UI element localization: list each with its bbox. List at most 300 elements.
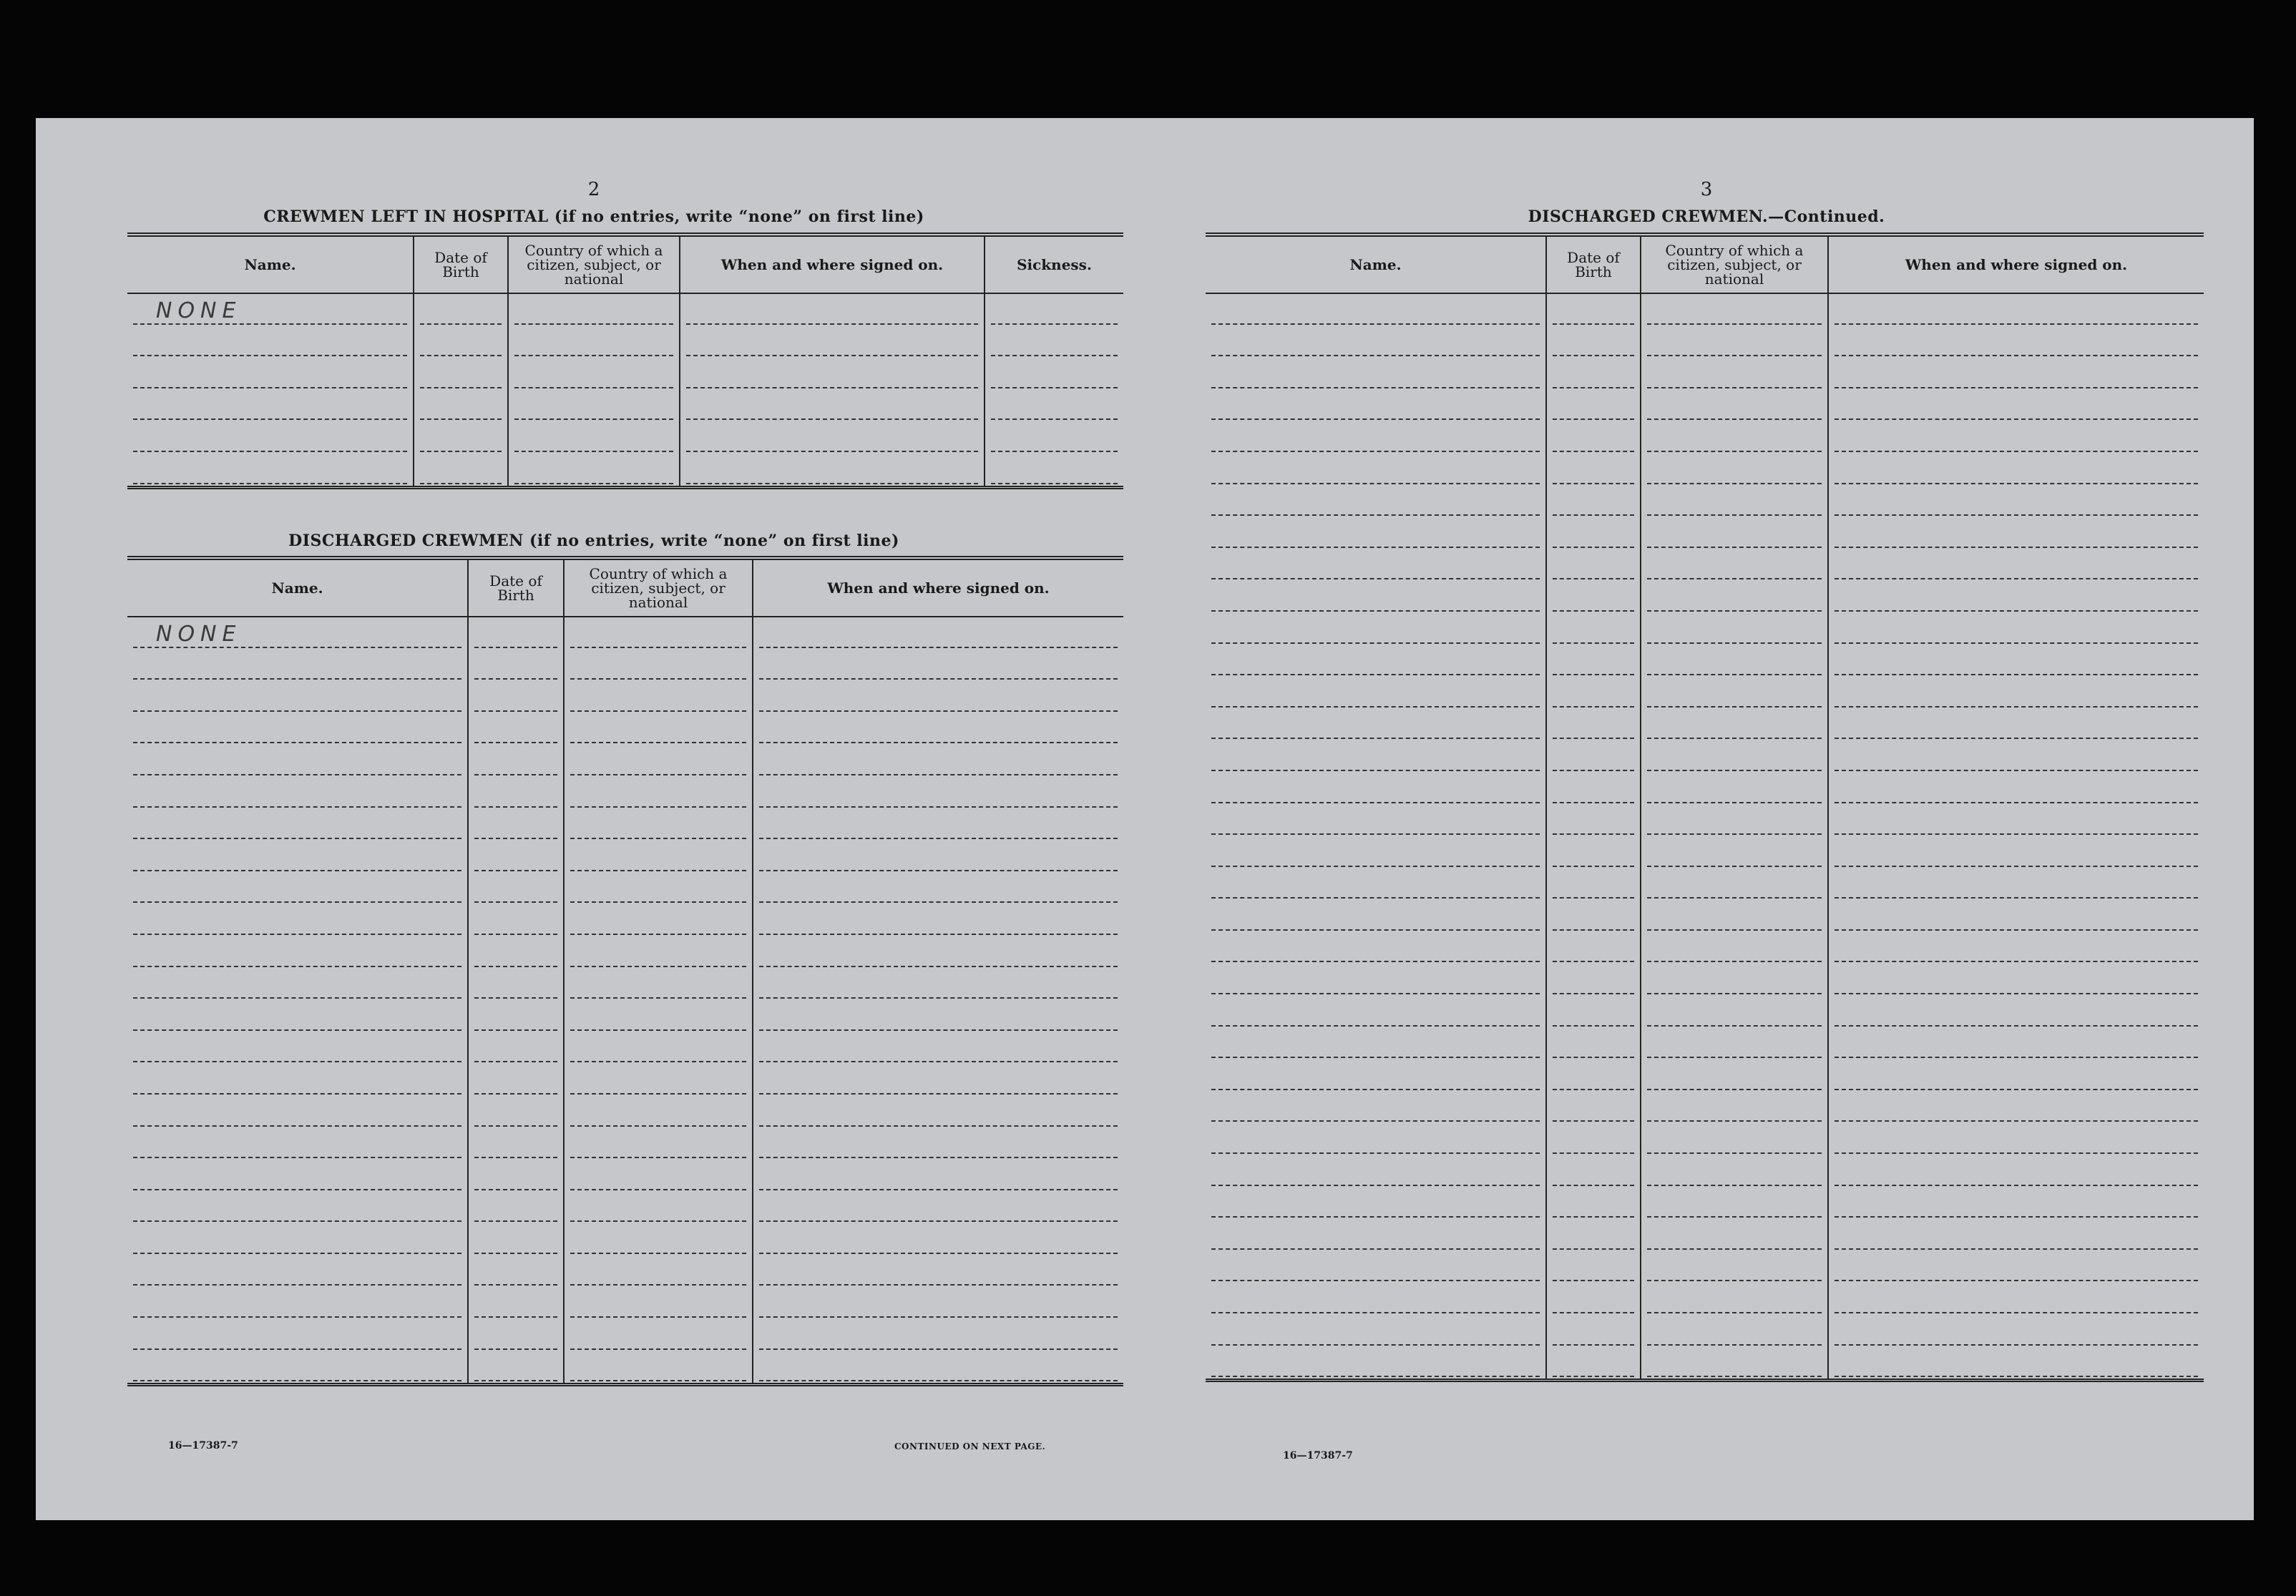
table-row [127,745,1123,777]
column-header-country: Country of which a citizen, subject, or national [564,558,753,617]
table-row [127,1223,1123,1255]
name-cell[interactable] [127,421,414,454]
hospital-section-title: CREWMEN LEFT IN HOSPITAL (if no entries, write “none” on first line) [263,207,924,226]
country-cell[interactable] [1641,358,1828,390]
column-header-signed-on: When and where signed on. [753,558,1123,617]
date-cell[interactable] [1546,836,1641,868]
signed-on-cell[interactable] [1828,1315,2204,1347]
country-cell[interactable] [1641,677,1828,709]
country-cell[interactable] [1641,1251,1828,1283]
date-cell[interactable] [1546,454,1641,486]
country-cell[interactable] [1641,1283,1828,1315]
country-cell[interactable] [1641,1315,1828,1347]
name-cell[interactable] [127,293,414,326]
date-cell[interactable] [1546,1123,1641,1155]
date-cell[interactable] [1546,390,1641,422]
signed-on-cell[interactable] [1828,1155,2204,1188]
signed-on-cell[interactable] [1828,1028,2204,1060]
country-cell[interactable] [1641,581,1828,613]
date-cell[interactable] [1546,613,1641,645]
table-row [1206,1315,2204,1347]
signed-on-cell[interactable] [1828,1251,2204,1283]
country-cell[interactable] [1641,1123,1828,1155]
country-cell[interactable] [564,1223,753,1255]
sickness-cell[interactable] [985,454,1123,487]
name-cell[interactable] [1206,517,1546,549]
name-cell[interactable] [127,1223,468,1255]
name-cell[interactable] [1206,613,1546,645]
signed-on-cell[interactable] [753,1064,1123,1096]
table-row [127,1096,1123,1128]
country-cell[interactable] [564,873,753,905]
signed-on-cell[interactable] [1828,1219,2204,1251]
country-cell[interactable] [564,1160,753,1192]
date-cell[interactable] [414,390,508,422]
name-cell[interactable] [127,1319,468,1351]
signed-on-cell[interactable] [680,454,985,487]
date-cell[interactable] [414,358,508,390]
date-cell[interactable] [468,1192,564,1224]
date-cell[interactable] [1546,740,1641,773]
name-cell[interactable] [1206,868,1546,901]
signed-on-cell[interactable] [1828,454,2204,486]
date-cell[interactable] [468,1223,564,1255]
name-cell[interactable] [127,454,414,487]
country-cell[interactable] [564,1287,753,1319]
signed-on-cell[interactable] [680,293,985,326]
name-cell[interactable] [1206,1188,1546,1220]
country-cell[interactable] [564,1128,753,1160]
sickness-cell[interactable] [985,358,1123,390]
name-cell[interactable] [1206,454,1546,486]
country-cell[interactable] [564,650,753,682]
country-cell[interactable] [1641,1092,1828,1124]
country-cell[interactable] [1641,645,1828,677]
table-row [1206,645,2204,677]
country-cell[interactable] [1641,868,1828,901]
name-cell[interactable] [1206,1059,1546,1092]
sickness-cell[interactable] [985,390,1123,422]
signed-on-cell[interactable] [753,1287,1123,1319]
country-cell[interactable] [1641,486,1828,518]
name-cell[interactable] [1206,1283,1546,1315]
table-row [127,454,1123,487]
signed-on-cell[interactable] [1828,1347,2204,1381]
country-cell[interactable] [564,777,753,809]
country-cell[interactable] [1641,517,1828,549]
date-cell[interactable] [468,681,564,713]
country-cell[interactable] [564,1192,753,1224]
table-row [1206,581,2204,613]
date-cell[interactable] [1546,932,1641,964]
signed-on-cell[interactable] [1828,677,2204,709]
country-cell[interactable] [564,1000,753,1032]
country-cell[interactable] [1641,1347,1828,1381]
date-cell[interactable] [1546,1155,1641,1188]
signed-on-cell[interactable] [1828,549,2204,582]
date-cell[interactable] [1546,1251,1641,1283]
table-row [1206,1283,2204,1315]
name-cell[interactable] [127,969,468,1001]
date-cell[interactable] [468,1064,564,1096]
name-cell[interactable] [127,1096,468,1128]
name-cell[interactable] [127,1192,468,1224]
name-cell[interactable] [127,617,468,650]
country-cell[interactable] [1641,805,1828,837]
date-cell[interactable] [1546,645,1641,677]
table-row [1206,1059,2204,1092]
date-cell[interactable] [468,1351,564,1385]
name-cell[interactable] [1206,326,1546,358]
signed-on-cell[interactable] [753,1160,1123,1192]
signed-on-cell[interactable] [753,1192,1123,1224]
country-cell[interactable] [564,681,753,713]
signed-on-cell[interactable] [1828,293,2204,326]
name-cell[interactable] [1206,773,1546,805]
name-cell[interactable] [1206,677,1546,709]
name-cell[interactable] [1206,1251,1546,1283]
signed-on-cell[interactable] [680,326,985,358]
table-row [1206,326,2204,358]
name-cell[interactable] [127,713,468,745]
table-row [127,1192,1123,1224]
name-cell[interactable] [127,1160,468,1192]
signed-on-cell[interactable] [1828,645,2204,677]
name-cell[interactable] [1206,293,1546,326]
name-cell[interactable] [127,936,468,969]
sickness-cell[interactable] [985,326,1123,358]
signed-on-cell[interactable] [1828,964,2204,996]
country-cell[interactable] [1641,932,1828,964]
date-cell[interactable] [1546,900,1641,932]
country-cell[interactable] [564,713,753,745]
date-cell[interactable] [468,650,564,682]
name-cell[interactable] [1206,1092,1546,1124]
name-cell[interactable] [1206,836,1546,868]
signed-on-cell[interactable] [753,809,1123,841]
name-cell[interactable] [1206,421,1546,454]
signed-on-cell[interactable] [753,650,1123,682]
signed-on-cell[interactable] [1828,1059,2204,1092]
name-cell[interactable] [1206,358,1546,390]
name-cell[interactable] [1206,1123,1546,1155]
table-row [127,421,1123,454]
name-cell[interactable] [127,1287,468,1319]
country-cell[interactable] [1641,326,1828,358]
date-cell[interactable] [468,873,564,905]
table-row [127,1000,1123,1032]
name-cell[interactable] [1206,964,1546,996]
name-cell[interactable] [127,326,414,358]
date-cell[interactable] [468,904,564,936]
country-cell[interactable] [564,1064,753,1096]
country-cell[interactable] [1641,900,1828,932]
signed-on-cell[interactable] [1828,932,2204,964]
table-row [127,1255,1123,1288]
date-cell[interactable] [1546,868,1641,901]
name-cell[interactable] [127,1032,468,1064]
date-cell[interactable] [1546,549,1641,582]
name-cell[interactable] [1206,932,1546,964]
date-cell[interactable] [1546,293,1641,326]
continued-note: CONTINUED ON NEXT PAGE. [894,1441,1046,1451]
signed-on-cell[interactable] [753,1319,1123,1351]
date-cell[interactable] [468,1128,564,1160]
country-cell[interactable] [508,326,680,358]
signed-on-cell[interactable] [753,681,1123,713]
date-cell[interactable] [1546,1059,1641,1092]
country-cell[interactable] [564,841,753,873]
date-cell[interactable] [468,1287,564,1319]
table-row [1206,1251,2204,1283]
name-cell[interactable] [127,1064,468,1096]
country-cell[interactable] [1641,773,1828,805]
signed-on-cell[interactable] [753,1223,1123,1255]
column-header-name: Name. [127,558,468,617]
country-cell[interactable] [564,1351,753,1385]
signed-on-cell[interactable] [1828,900,2204,932]
date-cell[interactable] [468,841,564,873]
column-header-country: Country of which a citizen, subject, or national [508,235,680,293]
column-header-date-of-birth: Date of Birth [414,235,508,293]
date-cell[interactable] [1546,964,1641,996]
country-cell[interactable] [1641,1059,1828,1092]
name-cell[interactable] [1206,1347,1546,1381]
table-row [1206,677,2204,709]
name-cell[interactable] [127,1128,468,1160]
name-cell[interactable] [127,873,468,905]
table-row [127,1160,1123,1192]
name-cell[interactable] [1206,1315,1546,1347]
signed-on-cell[interactable] [1828,1188,2204,1220]
signed-on-cell[interactable] [1828,1123,2204,1155]
date-cell[interactable] [414,326,508,358]
country-cell[interactable] [1641,1028,1828,1060]
country-cell[interactable] [508,293,680,326]
name-cell[interactable] [1206,996,1546,1028]
left-page [93,118,1095,1520]
country-cell[interactable] [564,904,753,936]
signed-on-cell[interactable] [1828,868,2204,901]
table-row [127,326,1123,358]
name-cell[interactable] [1206,1219,1546,1251]
country-cell[interactable] [564,936,753,969]
signed-on-cell[interactable] [753,873,1123,905]
signed-on-cell[interactable] [1828,1283,2204,1315]
signed-on-cell[interactable] [1828,486,2204,518]
country-cell[interactable] [1641,996,1828,1028]
country-cell[interactable] [564,809,753,841]
date-cell[interactable] [468,809,564,841]
signed-on-cell[interactable] [753,841,1123,873]
country-cell[interactable] [1641,421,1828,454]
date-cell[interactable] [468,1000,564,1032]
signed-on-cell[interactable] [753,1351,1123,1385]
country-cell[interactable] [1641,390,1828,422]
name-cell[interactable] [127,777,468,809]
signed-on-cell[interactable] [1828,740,2204,773]
date-cell[interactable] [468,936,564,969]
signed-on-cell[interactable] [753,1128,1123,1160]
name-cell[interactable] [127,745,468,777]
date-cell[interactable] [1546,805,1641,837]
country-cell[interactable] [1641,1219,1828,1251]
name-cell[interactable] [127,1000,468,1032]
date-cell[interactable] [1546,1315,1641,1347]
signed-on-cell[interactable] [753,1000,1123,1032]
table-row [1206,805,2204,837]
name-cell[interactable] [1206,1028,1546,1060]
name-cell[interactable] [127,681,468,713]
signed-on-cell[interactable] [1828,613,2204,645]
date-cell[interactable] [1546,1188,1641,1220]
table-row [1206,358,2204,390]
name-cell[interactable] [127,390,414,422]
signed-on-cell[interactable] [1828,1092,2204,1124]
table-row [1206,1028,2204,1060]
date-cell[interactable] [1546,486,1641,518]
country-cell[interactable] [508,454,680,487]
country-cell[interactable] [1641,740,1828,773]
name-cell[interactable] [127,841,468,873]
country-cell[interactable] [508,421,680,454]
signed-on-cell[interactable] [680,421,985,454]
name-cell[interactable] [1206,1155,1546,1188]
date-cell[interactable] [1546,1219,1641,1251]
country-cell[interactable] [1641,836,1828,868]
date-cell[interactable] [1546,326,1641,358]
name-cell[interactable] [127,1351,468,1385]
date-cell[interactable] [1546,996,1641,1028]
signed-on-cell[interactable] [1828,581,2204,613]
signed-on-cell[interactable] [1828,421,2204,454]
table-row [127,936,1123,969]
signed-on-cell[interactable] [1828,773,2204,805]
date-cell[interactable] [1546,709,1641,741]
date-cell[interactable] [1546,677,1641,709]
signed-on-cell[interactable] [1828,709,2204,741]
name-cell[interactable] [1206,581,1546,613]
date-cell[interactable] [414,454,508,487]
date-cell[interactable] [414,293,508,326]
country-cell[interactable] [564,617,753,650]
date-cell[interactable] [468,1255,564,1288]
date-cell[interactable] [468,745,564,777]
date-cell[interactable] [468,617,564,650]
signed-on-cell[interactable] [1828,390,2204,422]
signed-on-cell[interactable] [680,390,985,422]
country-cell[interactable] [1641,549,1828,582]
date-cell[interactable] [1546,358,1641,390]
name-cell[interactable] [1206,805,1546,837]
date-cell[interactable] [414,421,508,454]
signed-on-cell[interactable] [753,1032,1123,1064]
country-cell[interactable] [564,1319,753,1351]
date-cell[interactable] [468,969,564,1001]
date-cell[interactable] [1546,517,1641,549]
name-cell[interactable] [1206,390,1546,422]
signed-on-cell[interactable] [1828,836,2204,868]
signed-on-cell[interactable] [753,1255,1123,1288]
name-cell[interactable] [1206,740,1546,773]
name-cell[interactable] [1206,900,1546,932]
name-cell[interactable] [1206,549,1546,582]
country-cell[interactable] [1641,613,1828,645]
column-header-name: Name. [127,235,414,293]
signed-on-cell[interactable] [1828,358,2204,390]
name-cell[interactable] [1206,709,1546,741]
date-cell[interactable] [1546,1347,1641,1381]
date-cell[interactable] [1546,773,1641,805]
country-cell[interactable] [1641,293,1828,326]
name-cell[interactable] [1206,486,1546,518]
signed-on-cell[interactable] [680,358,985,390]
signed-on-cell[interactable] [1828,805,2204,837]
name-cell[interactable] [127,809,468,841]
name-cell[interactable] [127,650,468,682]
table-row [127,1351,1123,1385]
country-cell[interactable] [1641,1155,1828,1188]
date-cell[interactable] [468,713,564,745]
country-cell[interactable] [1641,1188,1828,1220]
date-cell[interactable] [1546,581,1641,613]
country-cell[interactable] [564,969,753,1001]
date-cell[interactable] [468,1096,564,1128]
name-cell[interactable] [127,1255,468,1288]
date-cell[interactable] [1546,1283,1641,1315]
date-cell[interactable] [468,777,564,809]
country-cell[interactable] [508,358,680,390]
discharged-continued-table [1206,232,2204,1382]
signed-on-cell[interactable] [753,745,1123,777]
date-cell[interactable] [468,1032,564,1064]
signed-on-cell[interactable] [753,904,1123,936]
date-cell[interactable] [468,1160,564,1192]
country-cell[interactable] [564,1032,753,1064]
signed-on-cell[interactable] [753,1096,1123,1128]
date-cell[interactable] [1546,421,1641,454]
table-row [127,1319,1123,1351]
table-row [1206,421,2204,454]
country-cell[interactable] [564,1255,753,1288]
name-cell[interactable] [127,904,468,936]
date-cell[interactable] [468,1319,564,1351]
date-cell[interactable] [1546,1028,1641,1060]
sickness-cell[interactable] [985,293,1123,326]
sickness-cell[interactable] [985,421,1123,454]
country-cell[interactable] [564,1096,753,1128]
name-cell[interactable] [127,358,414,390]
date-cell[interactable] [1546,1092,1641,1124]
signed-on-cell[interactable] [1828,517,2204,549]
country-cell[interactable] [1641,454,1828,486]
column-header-date-of-birth: Date of Birth [468,558,564,617]
signed-on-cell[interactable] [753,617,1123,650]
country-cell[interactable] [564,745,753,777]
signed-on-cell[interactable] [753,713,1123,745]
country-cell[interactable] [1641,964,1828,996]
table-row [127,841,1123,873]
signed-on-cell[interactable] [1828,996,2204,1028]
country-cell[interactable] [1641,709,1828,741]
country-cell[interactable] [508,390,680,422]
signed-on-cell[interactable] [753,969,1123,1001]
hospital-table [127,232,1123,489]
signed-on-cell[interactable] [1828,326,2204,358]
signed-on-cell[interactable] [753,777,1123,809]
signed-on-cell[interactable] [753,936,1123,969]
name-cell[interactable] [1206,645,1546,677]
